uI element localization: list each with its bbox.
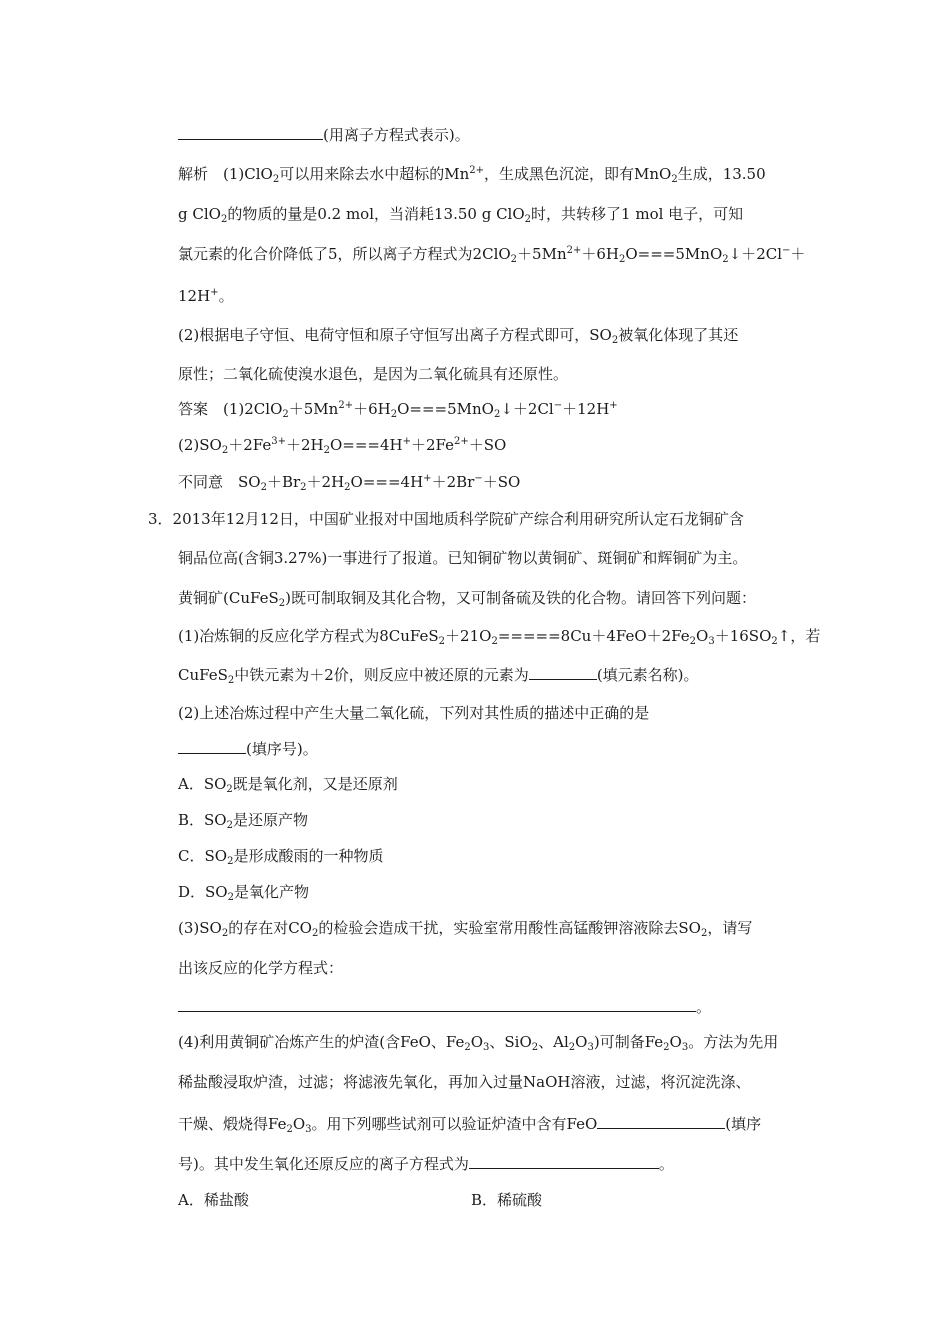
subscript: 2 [227, 675, 235, 686]
text-segment: O [292, 1115, 306, 1133]
text-segment: O===5MnO [625, 245, 723, 263]
superscript: + [423, 473, 432, 484]
text-segment: 3．2013年12月12日，中国矿业报对中国地质科学院矿产综合利用研究所认定石龙铜矿含 [148, 510, 744, 528]
text-segment: O===4H [350, 473, 424, 491]
subscript: 2 [220, 214, 228, 225]
option-a-reagent [178, 1190, 249, 1210]
superscript: + [609, 400, 618, 411]
text-segment: 中铁元素为＋2价，则反应中被还原的元素为 [234, 666, 529, 684]
text-line [178, 472, 520, 492]
subscript: 2 [272, 174, 280, 185]
text-segment: 生成，13.50 [677, 165, 766, 183]
answer-blank[interactable] [597, 1113, 725, 1129]
subscript: 3 [305, 1124, 312, 1135]
text-segment: )可制备Fe [593, 1033, 664, 1051]
text-segment: A．SO [178, 775, 227, 793]
answer-blank[interactable] [469, 1153, 659, 1169]
text-segment: ＋5Mn [517, 245, 567, 263]
subscript: 2 [227, 892, 234, 903]
superscript: + [402, 436, 411, 447]
option-a [178, 774, 398, 794]
text-segment: (2)SO [178, 436, 222, 454]
text-segment: 黄铜矿(CuFeS [178, 589, 279, 607]
text-segment: ＋ [790, 245, 806, 263]
subscript: 2 [464, 1042, 471, 1053]
subscript: 2 [260, 482, 267, 493]
text-segment: (2)上述冶炼过程中产生大量二氧化硫，下列对其性质的描述中正确的是 [178, 704, 650, 722]
subscript: 2 [611, 335, 619, 346]
text-line [178, 626, 820, 646]
subscript: 2 [491, 636, 498, 647]
text-segment: ＋SO [468, 436, 507, 454]
question-3-heading [148, 509, 744, 529]
text-segment: B．SO [178, 811, 227, 829]
text-segment: 的物质的量是0.2 mol，当消耗13.50 g ClO [227, 205, 525, 223]
text-line [178, 364, 568, 384]
text-segment: 原性；二氧化硫使溴水退色，是因为二氧化硫具有还原性。 [178, 365, 569, 383]
text-segment: 解析 (1)ClO [178, 165, 273, 183]
subscript: 2 [722, 254, 729, 265]
text-segment: ＋2Br [431, 473, 475, 491]
text-line [178, 399, 618, 419]
text-line [178, 164, 766, 184]
superscript: + [210, 287, 219, 298]
text-segment: ＋12H [562, 400, 610, 418]
text-segment: ＋6H [353, 400, 391, 418]
subscript: 2 [226, 820, 233, 831]
subscript: 2 [278, 598, 286, 609]
text-segment: 既是氧化剂，又是还原剂 [232, 775, 398, 793]
text-line [178, 548, 747, 568]
text-segment: 、SiO [489, 1033, 532, 1051]
text-segment: 的检验会造成干扰，实验室常用酸性高锰酸钾溶液除去SO [318, 919, 701, 937]
text-segment: )既可制取铜及其化合物，又可制备硫及铁的化合物。请回答下列问题： [285, 589, 756, 607]
subscript: 2 [390, 409, 398, 420]
text-segment: ，请写 [707, 919, 753, 937]
text-line [178, 435, 506, 455]
text-segment: (填序 [725, 1115, 762, 1133]
text-segment: (4)利用黄铜矿冶炼产生的炉渣(含FeO、Fe [178, 1033, 465, 1051]
text-line [178, 996, 711, 1017]
text-segment: ＋5Mn [288, 400, 339, 418]
superscript: 2+ [469, 165, 484, 176]
subscript: 2 [619, 254, 626, 265]
text-segment: O===4H [329, 436, 403, 454]
superscript: − [474, 473, 483, 484]
text-line [178, 124, 470, 145]
text-line [178, 1032, 778, 1052]
subscript: 2 [771, 636, 778, 647]
text-segment: O [470, 1033, 484, 1051]
text-segment: ＋2Fe [411, 436, 455, 454]
text-segment: B．稀硫酸 [471, 1191, 543, 1209]
text-segment: 。用下列哪些试剂可以验证炉渣中含有FeO [311, 1115, 598, 1133]
text-segment: 氯元素的化合价降低了5，所以离子方程式为2ClO [178, 245, 511, 263]
superscript: 3+ [271, 436, 286, 447]
text-line [178, 703, 649, 723]
text-line [178, 918, 752, 938]
text-line [178, 1113, 761, 1134]
text-segment: (3)SO [178, 919, 222, 937]
subscript: 2 [226, 784, 233, 795]
superscript: − [553, 400, 563, 411]
subscript: 2 [663, 1042, 670, 1053]
option-b [178, 810, 308, 830]
subscript: 2 [286, 1124, 293, 1135]
text-segment: (填元素名称)。 [596, 666, 699, 684]
subscript: 2 [282, 409, 289, 420]
text-segment: 。 [658, 1155, 674, 1173]
option-d [178, 882, 309, 902]
text-line [178, 204, 743, 224]
text-segment: (1)冶炼铜的反应化学方程式为8CuFeS [178, 627, 439, 645]
text-segment: 是氧化产物 [233, 883, 309, 901]
text-segment: O [696, 627, 709, 645]
text-segment: 铜品位高(含铜3.27%)一事进行了报道。已知铜矿物以黄铜矿、斑铜矿和辉铜矿为主。 [178, 549, 748, 567]
text-segment: D．SO [178, 883, 228, 901]
text-segment: =====8Cu＋4FeO＋2Fe [497, 627, 690, 645]
text-segment: 可以用来除去水中超标的Mn [279, 165, 470, 183]
subscript: 2 [671, 174, 678, 185]
subscript: 2 [438, 636, 446, 647]
subscript: 2 [344, 482, 351, 493]
subscript: 2 [311, 928, 319, 939]
subscript: 2 [493, 409, 501, 420]
subscript: 2 [300, 482, 307, 493]
text-segment: 是形成酸雨的一种物质 [233, 847, 384, 865]
superscript: 2+ [454, 436, 469, 447]
text-segment: 被氧化体现了其还 [618, 326, 739, 344]
text-segment: 时，共转移了1 mol 电子，可知 [531, 205, 744, 223]
text-segment: 出该反应的化学方程式： [178, 959, 344, 977]
superscript: − [782, 245, 791, 256]
text-segment: CuFeS [178, 666, 228, 684]
answer-blank[interactable] [178, 124, 323, 140]
text-segment: ↑，若 [777, 627, 821, 645]
text-segment: O [669, 1033, 682, 1051]
text-segment: 的存在对CO [228, 919, 312, 937]
subscript: 2 [323, 445, 330, 456]
text-line [178, 664, 699, 685]
subscript: 2 [568, 1042, 576, 1053]
text-segment: (用离子方程式表示)。 [323, 126, 470, 144]
text-segment: ＋2H [306, 473, 345, 491]
answer-blank[interactable] [529, 664, 597, 680]
text-line [178, 738, 318, 759]
text-line [178, 325, 738, 345]
text-line [178, 286, 234, 306]
subscript: 3 [681, 1042, 689, 1053]
subscript: 2 [510, 254, 518, 265]
text-segment: ＋SO [482, 473, 521, 491]
subscript: 2 [700, 928, 708, 939]
text-segment: ＋16SO [714, 627, 772, 645]
text-segment: (2)根据电子守恒、电荷守恒和原子守恒写出离子方程式即可，SO [178, 326, 612, 344]
subscript: 3 [483, 1042, 490, 1053]
option-b-reagent [471, 1190, 542, 1210]
text-segment: ＋21O [445, 627, 492, 645]
subscript: 2 [221, 445, 229, 456]
text-segment: 不同意 SO [178, 473, 261, 491]
text-segment: ＋6H [581, 245, 619, 263]
text-segment: O===5MnO [397, 400, 494, 418]
subscript: 2 [531, 1042, 539, 1053]
subscript: 2 [227, 856, 234, 867]
text-segment: g ClO [178, 205, 221, 223]
text-segment: (填序号)。 [246, 740, 318, 758]
text-segment: ↓＋2Cl [500, 400, 554, 418]
subscript: 2 [524, 214, 532, 225]
text-line [178, 588, 756, 608]
answer-blank[interactable] [178, 738, 246, 754]
text-segment: ＋Br [266, 473, 301, 491]
text-line [178, 244, 805, 264]
text-segment: ，生成黑色沉淀，即有MnO [483, 165, 672, 183]
text-segment: 干燥、煅烧得Fe [178, 1115, 287, 1133]
text-segment: A．稀盐酸 [178, 1191, 249, 1209]
text-segment: 。方法为先用 [688, 1033, 779, 1051]
subscript: 3 [708, 636, 715, 647]
text-line [178, 1153, 674, 1174]
text-line [178, 1072, 750, 1092]
text-segment: 。 [218, 287, 234, 305]
subscript: 2 [689, 636, 697, 647]
text-segment: C．SO [178, 847, 228, 865]
text-segment: ＋2Fe [228, 436, 272, 454]
text-segment: O [575, 1033, 588, 1051]
subscript: 3 [587, 1042, 594, 1053]
text-segment: 12H [178, 287, 211, 305]
text-segment: 答案 (1)2ClO [178, 400, 283, 418]
text-segment: 稀盐酸浸取炉渣，过滤；将滤液先氧化，再加入过量NaOH溶液，过滤，将沉淀洗涤、 [178, 1073, 751, 1091]
subscript: 2 [221, 928, 229, 939]
text-segment: 是还原产物 [232, 811, 308, 829]
text-line [178, 958, 343, 978]
text-segment: 。 [696, 998, 712, 1016]
text-segment: 、Al [538, 1033, 569, 1051]
superscript: 2+ [338, 400, 354, 411]
superscript: 2+ [566, 245, 582, 256]
option-c [178, 846, 383, 866]
answer-blank[interactable] [178, 996, 696, 1012]
text-segment: 号)。其中发生氧化还原反应的离子方程式为 [178, 1155, 469, 1173]
text-segment: ＋2H [285, 436, 324, 454]
text-segment: ↓＋2Cl [728, 245, 783, 263]
